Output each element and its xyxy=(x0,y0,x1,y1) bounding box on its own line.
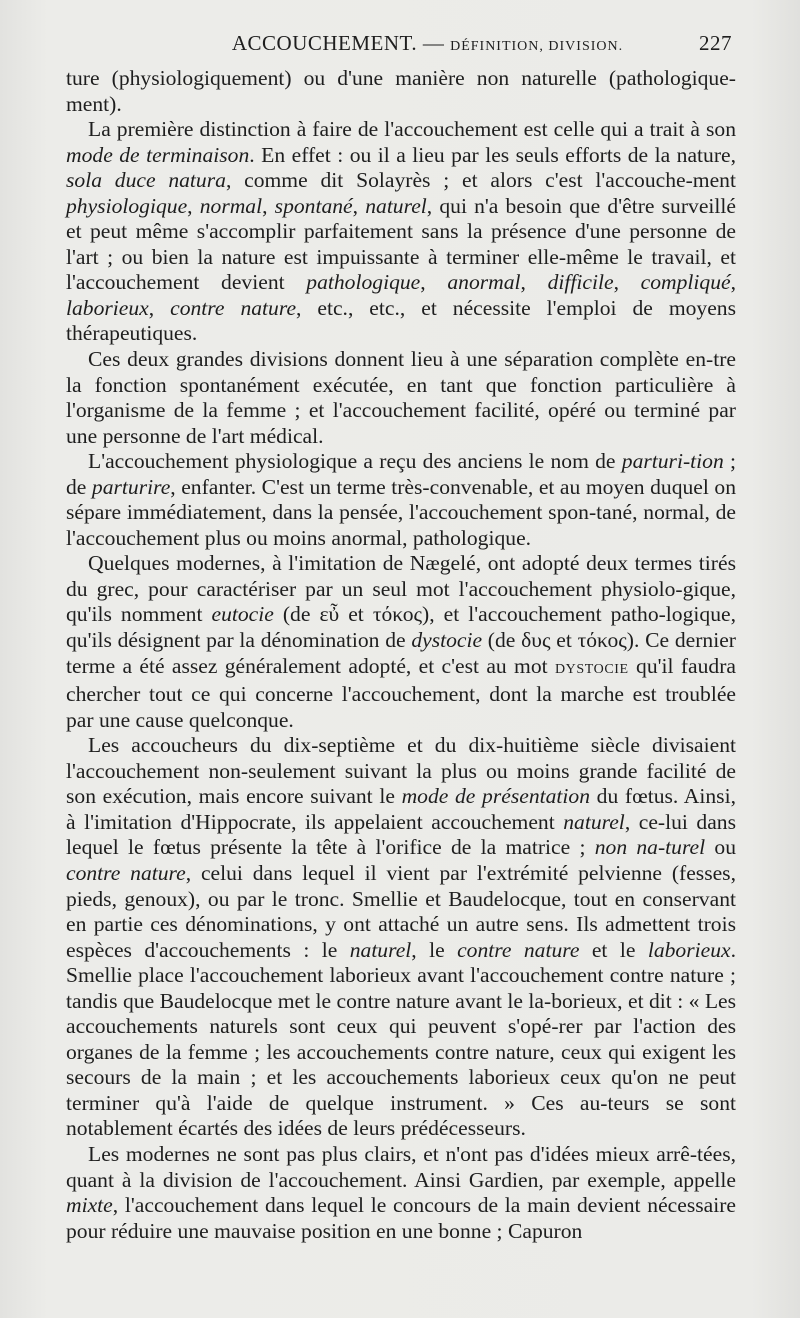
italic-term: naturel xyxy=(349,937,412,962)
text-run: ; de xyxy=(66,449,736,499)
text-run: L'accouchement physiologique a reçu des anciens le nom de xyxy=(88,449,622,474)
text-run: qu'il faudra chercher tout ce qui concerne l'accouchement, dont la marche est troublée par une cause quelconque. xyxy=(66,653,736,732)
text-run: , comme dit Solayrès ; et alors c'est l'accouche-ment xyxy=(225,168,736,193)
italic-term: mode de terminaison xyxy=(66,142,250,167)
italic-term: contre nature xyxy=(66,860,186,885)
paragraph-deux-divisions xyxy=(66,347,736,449)
italic-term: parturire xyxy=(91,474,171,499)
italic-term: naturel xyxy=(563,809,625,834)
text-run: (de δυς et τόκος). Ce dernier terme a été assez généralement adopté, et c'est au mot xyxy=(66,628,736,678)
italic-term: laborieux xyxy=(647,937,731,962)
text-run: , le xyxy=(411,937,458,962)
italic-term: laborieux xyxy=(66,295,149,320)
text-run: , xyxy=(520,270,548,295)
text-run: ture (physiologiquement) ou d'une manière non naturelle (pathologique-ment). xyxy=(66,66,736,116)
text-run: Quelques modernes, à l'imitation de Nægelé, ont adopté deux termes tirés du grec, pour caractériser par un seul mot l'accouchement physiolo-gique, qu'ils nomment xyxy=(66,551,736,627)
italic-term: spontané xyxy=(274,193,353,218)
header-main-title: ACCOUCHEMENT. xyxy=(231,31,418,55)
text-run: et le xyxy=(579,937,648,962)
text-run: (de εὖ et τόκος), et l'accouchement patho-logique, qu'ils désignent par la dénomination de xyxy=(66,602,736,653)
cross-reference: DYSTOCIE xyxy=(554,661,629,677)
text-run: , qui n'a besoin que d'être surveillé et peut même s'accomplir parfaitement sans la présence d'une personne de l'art ; ou bien la nature est impuissante à terminer elle-même le travail, et l'accouchement devient xyxy=(66,193,736,295)
text-run: Ces deux grandes divisions donnent lieu à une séparation complète en-tre la fonction spontanément exécutée, en tant que fonction particulière à l'organisme de la femme ; et l'accouchement facilité, opéré ou terminé par une personne de l'art médical. xyxy=(66,347,736,448)
header-subtitle: DÉFINITION, DIVISION. xyxy=(450,39,624,54)
text-run: Les modernes ne sont pas plus clairs, et n'ont pas d'idées mieux arrê-tées, quant à la division de l'accouchement. Ainsi Gardien, par exemple, appelle xyxy=(66,1141,736,1192)
italic-term: parturi-tion xyxy=(621,449,724,474)
text-run: , xyxy=(730,270,737,295)
text-run: . En effet : ou il a lieu par les seuls efforts de la nature, xyxy=(249,142,737,167)
text-run: La première distinction à faire de l'accouchement est celle qui a trait à son xyxy=(88,117,736,142)
italic-term: physiologique xyxy=(66,193,188,218)
text-run: , l'accouchement dans lequel le concours de la main devient nécessaire pour réduire une mauvaise position en une bonne ; Capuron xyxy=(66,1193,736,1243)
text-run: , xyxy=(352,193,366,218)
italic-term: non na-turel xyxy=(594,835,706,860)
text-run: , ce-lui dans lequel le fœtus présente la tête à l'orifice de la matrice ; xyxy=(66,809,736,860)
italic-term: difficile xyxy=(547,270,614,295)
text-run: , celui dans lequel il vient par l'extrémité pelvienne (fesses, pieds, genoux), ou par le tronc. Smellie et Baudelocque, tout en conservant en partie ces dénominations, y ont attaché un autre sens. Ils admettent trois espèces d'accouchements : le xyxy=(66,860,736,962)
italic-term: mixte xyxy=(66,1193,113,1218)
paragraph-modernes xyxy=(66,1142,736,1244)
text-run: ou xyxy=(705,835,736,860)
italic-term: contre nature xyxy=(457,937,580,962)
italic-term: eutocie xyxy=(211,602,274,627)
text-run: , enfanter. C'est un terme très-convenable, et au moyen duquel on sépare immédiatement, dans la pensée, l'accouchement spon-tané, normal, de l'accouchement plus ou moins anormal, pathologique. xyxy=(66,474,736,550)
italic-term: mode de présentation xyxy=(401,784,591,809)
text-run: , xyxy=(187,193,200,218)
italic-term: compliqué xyxy=(640,270,731,295)
italic-term: normal xyxy=(199,193,263,218)
italic-term: dystocie xyxy=(411,628,483,653)
italic-term: contre nature xyxy=(170,295,297,320)
italic-term: sola duce natura xyxy=(66,168,226,193)
text-run: , xyxy=(613,270,641,295)
text-run: , xyxy=(420,270,448,295)
body-text xyxy=(66,66,736,1244)
paragraph-parturition xyxy=(66,449,736,551)
text-run: . Smellie place l'accouchement laborieux avant l'accouchement contre nature ; tandis que Baudelocque met le contre nature avant le la-borieux, et dit : « Les accouchements naturels sont ceux qui peuvent s'opé-rer par l'action des organes de la femme ; les accouchements contre nature, ceux qui exigent les secours de la main ; et les accouchements laborieux ceux qu'on ne peut terminer qu'à l'aide de quelque instrument. » Ces au-teurs se sont notablement écartés des idées de leurs prédécesseurs. xyxy=(66,937,736,1141)
text-run: Les accoucheurs du dix-septième et du dix-huitième siècle divisaient l'accouchement non-seulement suivant la plus ou moins grande facilité de son exécution, mais encore suivant le xyxy=(66,733,736,809)
running-header xyxy=(60,31,732,56)
text-run: , xyxy=(148,295,171,320)
header-title xyxy=(60,31,699,56)
italic-term: naturel xyxy=(365,193,427,218)
paragraph-eutocie-dystocie xyxy=(66,551,736,733)
text-run: , etc., etc., et nécessite l'emploi de moyens thérapeutiques. xyxy=(66,295,737,346)
paragraph-accoucheurs xyxy=(66,733,736,1142)
text-run: , xyxy=(262,193,275,218)
paragraph-continuation xyxy=(66,66,736,117)
paragraph-mode-de-terminaison xyxy=(66,117,736,347)
text-run: du fœtus. Ainsi, à l'imitation d'Hippocrate, ils appelaient accouchement xyxy=(66,784,736,834)
italic-term: anormal xyxy=(447,270,521,295)
italic-term: pathologique xyxy=(306,270,421,295)
page-number: 227 xyxy=(699,31,732,55)
header-dash: — xyxy=(422,31,445,55)
